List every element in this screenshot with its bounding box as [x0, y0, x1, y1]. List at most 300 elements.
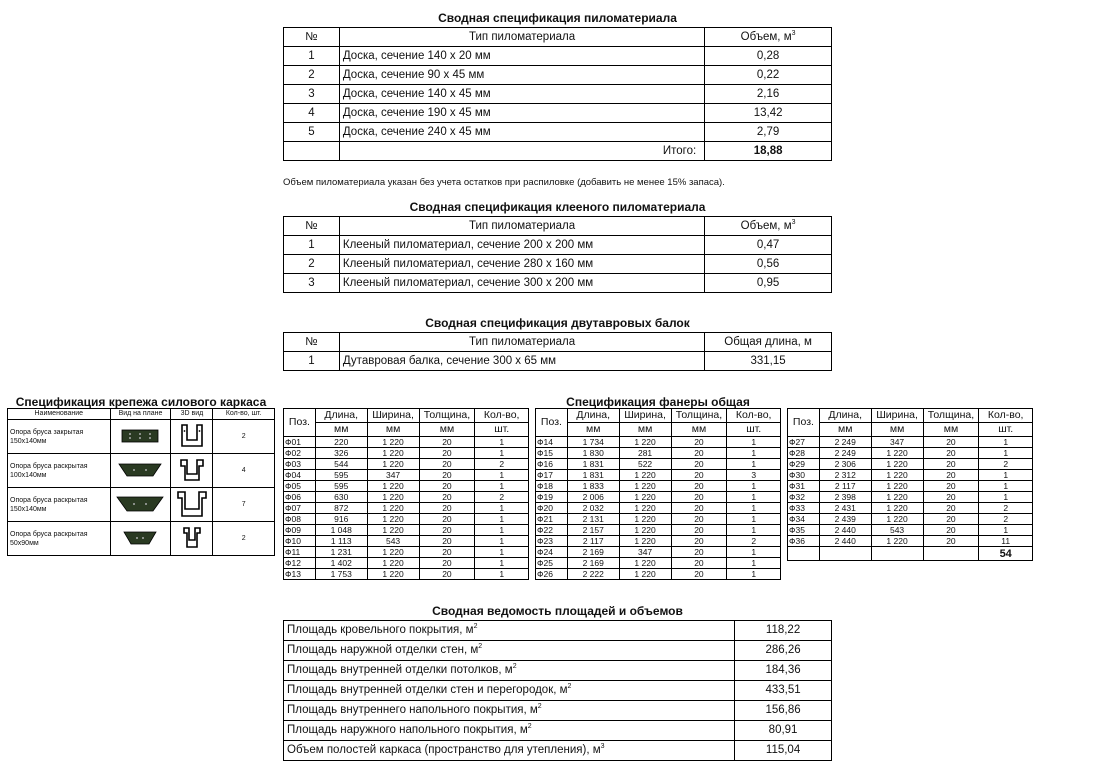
pos-cell: Ф22 — [536, 525, 568, 536]
pos-cell: Ф14 — [536, 437, 568, 448]
thickness-cell: 20 — [671, 437, 727, 448]
table-row — [788, 437, 1033, 448]
open-support-3d-icon — [178, 456, 206, 484]
qty-cell: 1 — [979, 525, 1033, 536]
length-cell: 2 439 — [819, 514, 871, 525]
area-label: Площадь наружной отделки стен, $м^2$ — [284, 641, 735, 661]
ibeam-table — [283, 332, 832, 371]
qty-cell: 1 — [475, 448, 529, 459]
length-cell: 1 753 — [315, 569, 367, 580]
width-cell: 1 220 — [619, 492, 671, 503]
length-cell: 630 — [315, 492, 367, 503]
fasteners-header — [8, 409, 275, 420]
qty-cell: 2 — [979, 503, 1033, 514]
thickness-cell: 20 — [419, 558, 475, 569]
table-row — [284, 85, 832, 104]
pos-cell: Ф34 — [788, 514, 820, 525]
lumber-total-row — [284, 142, 832, 161]
table-row — [536, 437, 781, 448]
row-type: Доска, сечение 140 x 20 мм — [339, 47, 704, 66]
table-row — [536, 470, 781, 481]
plan-view — [110, 420, 171, 454]
width-cell: 1 220 — [619, 558, 671, 569]
thickness-cell: 20 — [419, 470, 475, 481]
pos-cell: Ф31 — [788, 481, 820, 492]
table-row — [284, 536, 529, 547]
table-row — [788, 448, 1033, 459]
table-row — [284, 641, 832, 661]
table-row — [284, 459, 529, 470]
table-row — [284, 255, 832, 274]
table-row — [284, 236, 832, 255]
pos-cell: Ф24 — [536, 547, 568, 558]
row-no: 1 — [284, 236, 340, 255]
thickness-cell: 20 — [671, 547, 727, 558]
qty-cell: 1 — [475, 558, 529, 569]
row-volume: 0,95 — [705, 274, 832, 293]
thickness-cell: 20 — [419, 525, 475, 536]
pos-cell: Ф11 — [284, 547, 316, 558]
qty-cell: 1 — [727, 492, 781, 503]
small-support-plan-icon — [123, 530, 157, 546]
col-3d: 3D вид — [171, 409, 213, 420]
open-support-plan-icon — [116, 495, 164, 513]
qty-cell: 1 — [475, 437, 529, 448]
table-row — [788, 525, 1033, 536]
table-row: Опора бруса раскрытая 50x90мм 2 — [8, 522, 275, 556]
thickness-cell: 20 — [671, 459, 727, 470]
width-cell: 1 220 — [367, 481, 419, 492]
length-cell: 1 402 — [315, 558, 367, 569]
fasteners-table — [7, 408, 275, 556]
plywood-table-2: Поз. Длина, Ширина, Толщина, Кол-во, мм мм мм шт. Ф14 1 734 1 220 20 1 Ф15 1 830 281 20 1 Ф16 1 831 522 20 1 Ф17 1 831 1 220 20 3 Ф18 1 833 1 220 20 1 Ф19 2 006 1 220 20 1 Ф20 2 032 1 220 20 1 Ф21 2 131 1 220 20 1 Ф22 2 157 1 220 20 1 Ф23 2 117 1 220 20 2 Ф24 2 169 347 20 1 Ф25 2 169 1 220 20 1 Ф26 2 222 1 220 20 1 — [535, 408, 781, 580]
length-cell: 1 734 — [567, 437, 619, 448]
area-label: Площадь внутреннего напольного покрытия, $м^2$ — [284, 701, 735, 721]
length-cell: 2 312 — [819, 470, 871, 481]
width-cell: 1 220 — [619, 536, 671, 547]
qty-cell: 1 — [475, 569, 529, 580]
qty-cell: 1 — [979, 481, 1033, 492]
table-row — [284, 470, 529, 481]
thickness-cell: 20 — [671, 514, 727, 525]
plywood-total-row — [788, 547, 1033, 561]
qty-cell: 2 — [475, 459, 529, 470]
small-support-3d-icon — [181, 525, 203, 551]
area-label: Площадь внутренней отделки стен и перегородок, $м^2$ — [284, 681, 735, 701]
pos-cell: Ф15 — [536, 448, 568, 459]
qty-cell: 1 — [475, 514, 529, 525]
pos-cell: Ф33 — [788, 503, 820, 514]
qty-cell: 11 — [979, 536, 1033, 547]
qty-cell: 1 — [979, 437, 1033, 448]
row-no: 1 — [284, 47, 340, 66]
length-cell: 2 131 — [567, 514, 619, 525]
length-cell: 544 — [315, 459, 367, 470]
qty-cell: 1 — [475, 503, 529, 514]
row-no: 3 — [284, 274, 340, 293]
row-volume: 2,79 — [705, 123, 832, 142]
length-cell: 2 398 — [819, 492, 871, 503]
length-cell: 2 117 — [567, 536, 619, 547]
pos-cell: Ф03 — [284, 459, 316, 470]
pos-cell: Ф09 — [284, 525, 316, 536]
thickness-cell: 20 — [923, 481, 979, 492]
lumber-note: Объем пиломатериала указан без учета остатков при распиловке (добавить не менее 15% запаса). — [283, 177, 725, 188]
col-type: Тип пиломатериала — [339, 28, 704, 47]
plywood-total: 54 — [979, 547, 1033, 561]
table-row — [788, 492, 1033, 503]
col-len: Общая длина, м — [705, 333, 832, 352]
length-cell: 2 249 — [819, 437, 871, 448]
table-row — [284, 448, 529, 459]
table-row — [788, 459, 1033, 470]
length-cell: 595 — [315, 481, 367, 492]
row-volume: 13,42 — [705, 104, 832, 123]
width-cell: 1 220 — [871, 536, 923, 547]
qty-cell: 1 — [727, 547, 781, 558]
table-row — [536, 503, 781, 514]
table-row — [284, 104, 832, 123]
pos-cell: Ф32 — [788, 492, 820, 503]
pos-cell: Ф01 — [284, 437, 316, 448]
table-row — [284, 547, 529, 558]
ibeam-title: Сводная спецификация двутавровых балок — [425, 316, 690, 330]
area-value: 80,91 — [735, 721, 832, 741]
pos-cell: Ф35 — [788, 525, 820, 536]
table-row — [284, 721, 832, 741]
width-cell: 1 220 — [367, 503, 419, 514]
col-no: № — [284, 28, 340, 47]
table-row — [536, 514, 781, 525]
table-row — [788, 514, 1033, 525]
area-value: 433,51 — [735, 681, 832, 701]
3d-view — [171, 522, 213, 556]
width-cell: 1 220 — [871, 514, 923, 525]
width-cell: 543 — [367, 536, 419, 547]
width-cell: 1 220 — [619, 481, 671, 492]
lumber-header — [284, 28, 832, 47]
length-cell: 2 249 — [819, 448, 871, 459]
qty-cell: 1 — [727, 481, 781, 492]
glulam-header — [284, 217, 832, 236]
width-cell: 347 — [871, 437, 923, 448]
area-label: Площадь наружного напольного покрытия, $м^2$ — [284, 721, 735, 741]
width-cell: 1 220 — [871, 492, 923, 503]
col-vol: Объем, $м^3$ — [705, 28, 832, 47]
row-type: Доска, сечение 240 x 45 мм — [339, 123, 704, 142]
table-row — [284, 274, 832, 293]
thickness-cell: 20 — [923, 437, 979, 448]
row-type: Дутавровая балка, сечение 300 x 65 мм — [339, 352, 704, 371]
plywood-title: Спецификация фанеры общая — [566, 395, 750, 409]
length-cell: 2 157 — [567, 525, 619, 536]
qty-cell: 1 — [727, 558, 781, 569]
pos-cell: Ф07 — [284, 503, 316, 514]
qty-cell: 1 — [475, 470, 529, 481]
width-cell: 1 220 — [871, 448, 923, 459]
thickness-cell: 20 — [671, 492, 727, 503]
pos-cell: Ф30 — [788, 470, 820, 481]
row-volume: 0,56 — [705, 255, 832, 274]
table-row — [788, 470, 1033, 481]
width-cell: 347 — [367, 470, 419, 481]
area-label: Площадь внутренней отделки потолков, $м^2$ — [284, 661, 735, 681]
length-cell: 1 830 — [567, 448, 619, 459]
pos-cell: Ф19 — [536, 492, 568, 503]
qty-cell: 1 — [727, 503, 781, 514]
thickness-cell: 20 — [419, 448, 475, 459]
qty-cell: 1 — [979, 470, 1033, 481]
thickness-cell: 20 — [419, 569, 475, 580]
table-row — [536, 536, 781, 547]
width-cell: 1 220 — [871, 481, 923, 492]
col-no: № — [284, 217, 340, 236]
pos-cell: Ф26 — [536, 569, 568, 580]
row-type: Клееный пиломатериал, сечение 200 x 200 мм — [339, 236, 704, 255]
pos-cell: Ф10 — [284, 536, 316, 547]
width-cell: 347 — [619, 547, 671, 558]
row-volume: 0,47 — [705, 236, 832, 255]
row-no: 2 — [284, 66, 340, 85]
table-row — [536, 525, 781, 536]
table-row: Опора бруса раскрытая 100x140мм 4 — [8, 454, 275, 488]
thickness-cell: 20 — [671, 569, 727, 580]
areas-title: Сводная ведомость площадей и объемов — [432, 604, 683, 618]
thickness-cell: 20 — [923, 459, 979, 470]
pos-cell: Ф29 — [788, 459, 820, 470]
width-cell: 522 — [619, 459, 671, 470]
length-cell: 595 — [315, 470, 367, 481]
length-cell: 1 833 — [567, 481, 619, 492]
thickness-cell: 20 — [923, 448, 979, 459]
thickness-cell: 20 — [923, 536, 979, 547]
area-value: 156,86 — [735, 701, 832, 721]
thickness-cell: 20 — [419, 503, 475, 514]
table-row — [284, 514, 529, 525]
thickness-cell: 20 — [671, 470, 727, 481]
qty-cell: 1 — [727, 459, 781, 470]
table-row — [284, 701, 832, 721]
table-row — [284, 47, 832, 66]
table-row — [284, 681, 832, 701]
qty-cell: 1 — [475, 547, 529, 558]
width-cell: 1 220 — [619, 569, 671, 580]
qty-cell: 2 — [979, 514, 1033, 525]
thickness-cell: 20 — [923, 470, 979, 481]
thickness-cell: 20 — [671, 536, 727, 547]
area-value: 286,26 — [735, 641, 832, 661]
width-cell: 1 220 — [619, 470, 671, 481]
row-length: 331,15 — [705, 352, 832, 371]
thickness-cell: 20 — [419, 481, 475, 492]
table-row — [788, 536, 1033, 547]
plan-view — [110, 522, 171, 556]
table-row — [284, 352, 832, 371]
row-type: Клееный пиломатериал, сечение 300 x 200 мм — [339, 274, 704, 293]
width-cell: 1 220 — [367, 437, 419, 448]
closed-support-plan-icon — [120, 428, 160, 444]
col-no: № — [284, 333, 340, 352]
pos-cell: Ф20 — [536, 503, 568, 514]
pos-cell: Ф27 — [788, 437, 820, 448]
3d-view — [171, 420, 213, 454]
length-cell: 2 117 — [819, 481, 871, 492]
width-cell: 281 — [619, 448, 671, 459]
pos-cell: Ф21 — [536, 514, 568, 525]
pos-cell: Ф13 — [284, 569, 316, 580]
width-cell: 1 220 — [367, 525, 419, 536]
lumber-table — [283, 27, 832, 161]
length-cell: 916 — [315, 514, 367, 525]
width-cell: 1 220 — [367, 558, 419, 569]
open-support-3d-icon — [176, 489, 208, 519]
table-row — [284, 621, 832, 641]
row-no: 2 — [284, 255, 340, 274]
length-cell: 2 440 — [819, 525, 871, 536]
thickness-cell: 20 — [923, 514, 979, 525]
area-value: 184,36 — [735, 661, 832, 681]
width-cell: 1 220 — [367, 459, 419, 470]
qty-cell: 1 — [727, 569, 781, 580]
width-cell: 1 220 — [619, 525, 671, 536]
length-cell: 1 048 — [315, 525, 367, 536]
glulam-title: Сводная спецификация клееного пиломатериала — [409, 200, 706, 214]
qty-cell: 1 — [727, 525, 781, 536]
length-cell: 2 169 — [567, 558, 619, 569]
3d-view — [171, 488, 213, 522]
plan-view — [110, 488, 171, 522]
thickness-cell: 20 — [419, 514, 475, 525]
pos-cell: Ф16 — [536, 459, 568, 470]
table-row — [284, 503, 529, 514]
width-cell: 1 220 — [619, 503, 671, 514]
areas-table — [283, 620, 832, 761]
col-type: Тип пиломатериала — [339, 217, 704, 236]
table-row — [536, 481, 781, 492]
length-cell: 326 — [315, 448, 367, 459]
table-row: Опора бруса закрытая 150x140мм 2 — [8, 420, 275, 454]
thickness-cell: 20 — [419, 459, 475, 470]
col-plan: Вид на плане — [110, 409, 171, 420]
table-row: Опора бруса раскрытая 150x140мм 7 — [8, 488, 275, 522]
width-cell: 1 220 — [871, 470, 923, 481]
width-cell: 1 220 — [367, 514, 419, 525]
thickness-cell: 20 — [671, 503, 727, 514]
area-label: Площадь кровельного покрытия, $м^2$ — [284, 621, 735, 641]
pos-cell: Ф05 — [284, 481, 316, 492]
col-qty: Кол-во, шт. — [213, 409, 275, 420]
row-type: Клееный пиломатериал, сечение 280 x 160 мм — [339, 255, 704, 274]
thickness-cell: 20 — [923, 492, 979, 503]
thickness-cell: 20 — [419, 536, 475, 547]
qty-cell: 3 — [727, 470, 781, 481]
length-cell: 220 — [315, 437, 367, 448]
ibeam-header — [284, 333, 832, 352]
pos-cell: Ф36 — [788, 536, 820, 547]
table-row — [788, 481, 1033, 492]
length-cell: 2 431 — [819, 503, 871, 514]
width-cell: 1 220 — [619, 514, 671, 525]
pos-cell: Ф12 — [284, 558, 316, 569]
total-value: 18,88 — [705, 142, 832, 161]
row-type: Доска, сечение 90 x 45 мм — [339, 66, 704, 85]
width-cell: 1 220 — [367, 569, 419, 580]
length-cell: 1 831 — [567, 470, 619, 481]
table-row — [284, 525, 529, 536]
closed-support-3d-icon — [178, 422, 206, 450]
row-no: 4 — [284, 104, 340, 123]
table-row — [536, 448, 781, 459]
length-cell: 2 222 — [567, 569, 619, 580]
table-row — [284, 123, 832, 142]
qty-cell: 2 — [475, 492, 529, 503]
width-cell: 1 220 — [871, 503, 923, 514]
area-value: 118,22 — [735, 621, 832, 641]
qty-cell: 2 — [979, 459, 1033, 470]
qty-cell: 1 — [475, 525, 529, 536]
length-cell: 872 — [315, 503, 367, 514]
thickness-cell: 20 — [923, 525, 979, 536]
length-cell: 2 032 — [567, 503, 619, 514]
pos-cell: Ф02 — [284, 448, 316, 459]
table-row — [284, 661, 832, 681]
length-cell: 1 231 — [315, 547, 367, 558]
table-row — [284, 492, 529, 503]
pos-cell: Ф06 — [284, 492, 316, 503]
row-volume: 0,22 — [705, 66, 832, 85]
fasteners-title: Спецификация крепежа силового каркаса — [15, 395, 267, 409]
col-name: Наименование — [8, 409, 111, 420]
table-row — [536, 492, 781, 503]
row-no: 3 — [284, 85, 340, 104]
row-volume: 0,28 — [705, 47, 832, 66]
thickness-cell: 20 — [419, 492, 475, 503]
plan-view — [110, 454, 171, 488]
total-label: Итого: — [339, 142, 704, 161]
col-type: Тип пиломатериала — [339, 333, 704, 352]
row-no: 1 — [284, 352, 340, 371]
row-type: Доска, сечение 190 x 45 мм — [339, 104, 704, 123]
pos-cell: Ф25 — [536, 558, 568, 569]
width-cell: 543 — [871, 525, 923, 536]
3d-view — [171, 454, 213, 488]
qty-cell: 1 — [727, 514, 781, 525]
pos-cell: Ф04 — [284, 470, 316, 481]
width-cell: 1 220 — [367, 448, 419, 459]
thickness-cell: 20 — [419, 437, 475, 448]
col-vol: Объем, $м^3$ — [705, 217, 832, 236]
row-volume: 2,16 — [705, 85, 832, 104]
area-label: Объем полостей каркаса (пространство для утепления), $м^3$ — [284, 741, 735, 761]
thickness-cell: 20 — [923, 503, 979, 514]
row-type: Доска, сечение 140 x 45 мм — [339, 85, 704, 104]
length-cell: 2 169 — [567, 547, 619, 558]
table-row — [536, 569, 781, 580]
pos-cell: Ф18 — [536, 481, 568, 492]
qty-cell: 1 — [727, 448, 781, 459]
row-no: 5 — [284, 123, 340, 142]
table-row — [536, 558, 781, 569]
length-cell: 2 306 — [819, 459, 871, 470]
length-cell: 1 831 — [567, 459, 619, 470]
table-row — [536, 459, 781, 470]
table-row — [284, 569, 529, 580]
qty-cell: 1 — [475, 481, 529, 492]
qty-cell: 2 — [727, 536, 781, 547]
width-cell: 1 220 — [871, 459, 923, 470]
table-row — [284, 558, 529, 569]
table-row — [284, 481, 529, 492]
